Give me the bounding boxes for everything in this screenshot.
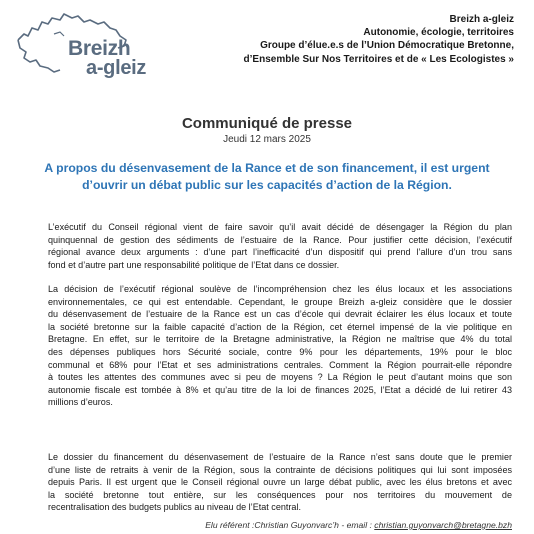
- press-release-title: Communiqué de presse: [181, 115, 353, 132]
- text-line: communal et 68% pour l’Etat et ses administrations centrales. Comment la Région pourrait-elle répondre: [48, 359, 512, 370]
- text-line: recentralisation des budgets publics au niveau de l’Etat central.: [48, 502, 301, 513]
- headline-line: d’ouvrir un débat public sur les capacités d’action de la Région.: [82, 178, 452, 192]
- footer-referent: Elu référent :Christian Guyonvarc’h - email :: [205, 520, 375, 530]
- text-line: La décision de l’exécutif régional soulève de l’incompréhension chez les élus locaux et les associations: [48, 284, 512, 294]
- paragraph-2: [48, 283, 512, 409]
- header-line: Breizh a-gleiz: [449, 14, 514, 25]
- text-line: depuis Paris. Il est urgent que le Conseil régional ouvre un large débat public, avec les élus bretons et avec: [48, 477, 512, 488]
- paragraph-1: [48, 221, 512, 271]
- header-line: Autonomie, écologie, territoires: [363, 27, 514, 39]
- text-line: Bretagne. En effet, sur le territoire de la Bretagne administrative, la Région ne maîtrise que 4% du total: [48, 334, 512, 345]
- email-link[interactable]: christian.guyonvarch@bretagne.bzh: [374, 520, 512, 530]
- text-line: environnementales, ce qui est entendable. Cependant, le groupe Breizh a-gleiz considère que le dossier: [48, 296, 512, 307]
- text-line: d’une liste de retraits à venir de la Région, sous la contrainte de décisions politiques qui lui sont imposées: [48, 464, 512, 475]
- text-line: la société bretonne tout entière, sur les conséquences pour nos territoires du mouvement de: [48, 489, 512, 500]
- text-line: quinquennal de gestion des sédiments de l’estuaire de la Rance. Pour justifier cette décision, l’exécutif: [48, 234, 512, 245]
- text-line: la société bretonne sur la faible capacité d’action de la Région, cet éternel impensé de la vie politique en: [48, 321, 512, 332]
- text-line: à toutes les attentes des communes avec si peu de moyens ? La Région le peut d’autant moins que son: [48, 372, 512, 383]
- header-line: d’Ensemble Sur Nos Territoires et de « Les Ecologistes »: [243, 53, 514, 65]
- breizh-a-gleiz-logo: [14, 6, 164, 86]
- text-line: fond et d’autre part une responsabilité politique de l’Etat dans ce dossier.: [48, 259, 340, 270]
- footer-contact: [205, 520, 512, 530]
- paragraph-3: [48, 451, 512, 514]
- headline-line: A propos du désenvasement de la Rance et de son financement, il est urgent: [44, 161, 490, 175]
- logo-text-line1: Breizh: [68, 37, 131, 60]
- text-line: du désenvasement de l’estuaire de la Rance est un cas d’école qui devrait éclairer les élus locaux et toute: [48, 309, 512, 320]
- text-line: millions d’euros.: [48, 397, 113, 408]
- text-line: régional avance deux arguments : d’une part l’inefficacité d’un dispositif qui prend l’allure d’un trou sans: [48, 247, 512, 258]
- text-line: des dépenses publiques hors Sécurité sociale, contre 9% pour les départements, 19% pour le bloc: [48, 346, 512, 357]
- group-header: [214, 13, 514, 66]
- text-line: Le dossier du financement du désenvasement de l’estuaire de la Rance n’est sans doute que le premier: [48, 452, 512, 462]
- headline: [20, 160, 514, 194]
- logo-text-line2: a-gleiz: [86, 57, 147, 79]
- press-release-date: Jeudi 12 mars 2025: [223, 134, 311, 145]
- header-line: Groupe d’élue.e.s de l’Union Démocratique Bretonne,: [260, 40, 514, 52]
- text-line: L’exécutif du Conseil régional vient de faire savoir qu’il avait décidé de désengager la Région du plan: [48, 222, 512, 232]
- text-line: autonomie fiscale est tombée à 8% et qu’au titre de la loi de finances 2025, l’Etat a décidé de lui retirer 43: [48, 384, 512, 395]
